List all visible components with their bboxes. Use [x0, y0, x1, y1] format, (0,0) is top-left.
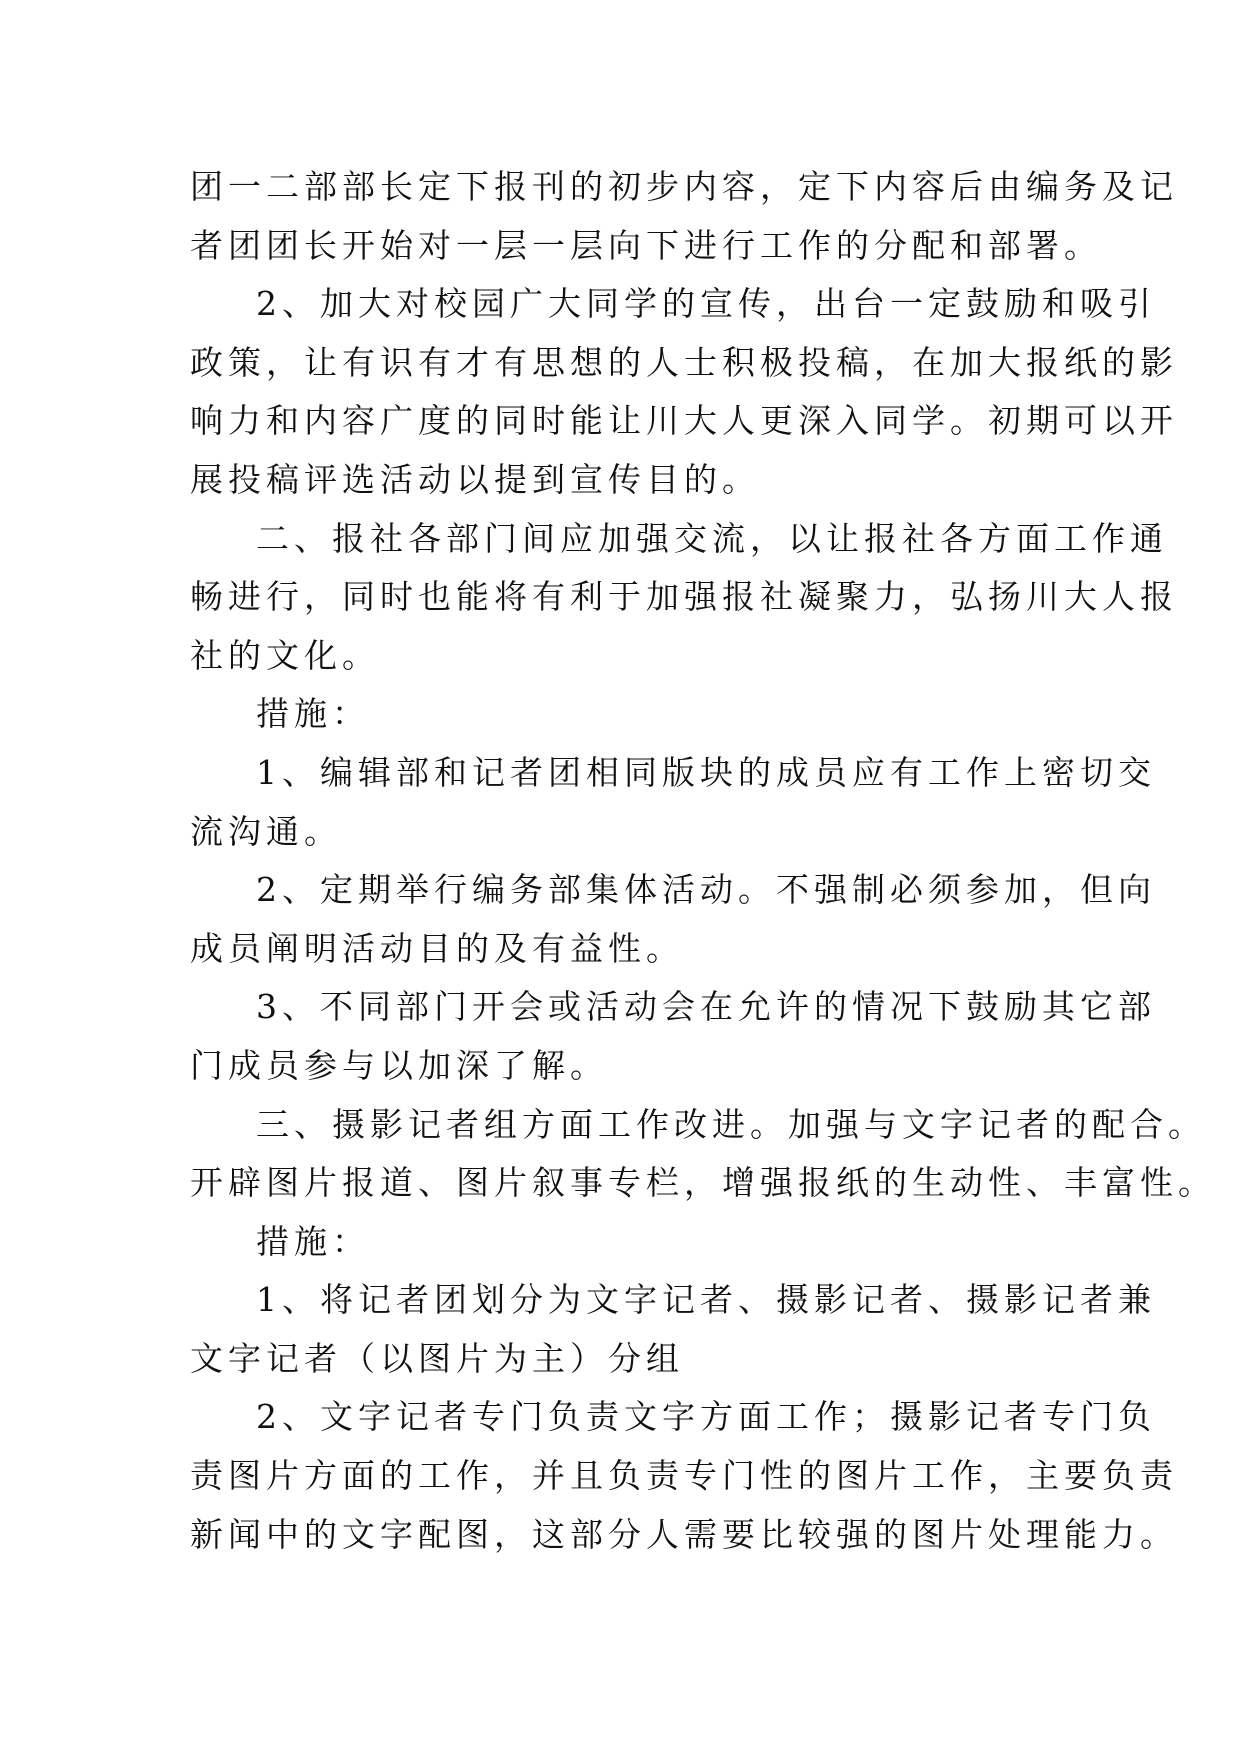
paragraph-start: 二、报社各部门间应加强交流，以让报社各方面工作通 [256, 518, 1168, 558]
text-line: 文字记者（以图片为主）分组 [190, 1338, 684, 1378]
text-line: 展投稿评选活动以提到宣传目的。 [190, 459, 760, 499]
text-line: 流沟通。 [190, 811, 342, 851]
text-line: 者团团长开始对一层一层向下进行工作的分配和部署。 [190, 225, 1102, 265]
paragraph-start: 2、文字记者专门负责文字方面工作；摄影记者专门负 [256, 1397, 1156, 1437]
text-line: 响力和内容广度的同时能让川大人更深入同学。初期可以开 [190, 401, 1178, 441]
text-line: 成员阐明活动目的及有益性。 [190, 928, 684, 968]
text-line: 开辟图片报道、图片叙事专栏，增强报纸的生动性、丰富性。 [190, 1163, 1216, 1203]
text-line: 新闻中的文字配图，这部分人需要比较强的图片处理能力。 [190, 1514, 1178, 1554]
paragraph-start: 1、编辑部和记者团相同版块的成员应有工作上密切交 [256, 752, 1156, 792]
paragraph-start: 三、摄影记者组方面工作改进。加强与文字记者的配合。 [256, 1104, 1206, 1144]
paragraph-start: 2、加大对校园广大同学的宣传，出台一定鼓励和吸引 [256, 284, 1156, 324]
text-line: 门成员参与以加深了解。 [190, 1045, 608, 1085]
paragraph-start: 2、定期举行编务部集体活动。不强制必须参加，但向 [256, 870, 1156, 910]
text-line: 责图片方面的工作，并且负责专门性的图片工作，主要负责 [190, 1456, 1178, 1496]
text-line: 政策，让有识有才有思想的人士积极投稿，在加大报纸的影 [190, 342, 1178, 382]
text-line: 社的文化。 [190, 635, 380, 675]
section-label: 措施： [256, 1221, 370, 1261]
section-label: 措施： [256, 694, 370, 734]
paragraph-start: 1、将记者团划分为文字记者、摄影记者、摄影记者兼 [256, 1280, 1156, 1320]
document-body [190, 158, 1216, 1564]
text-line: 畅进行，同时也能将有利于加强报社凝聚力，弘扬川大人报 [190, 577, 1178, 617]
paragraph-start: 3、不同部门开会或活动会在允许的情况下鼓励其它部 [256, 987, 1156, 1027]
text-line: 团一二部部长定下报刊的初步内容，定下内容后由编务及记 [190, 167, 1178, 206]
